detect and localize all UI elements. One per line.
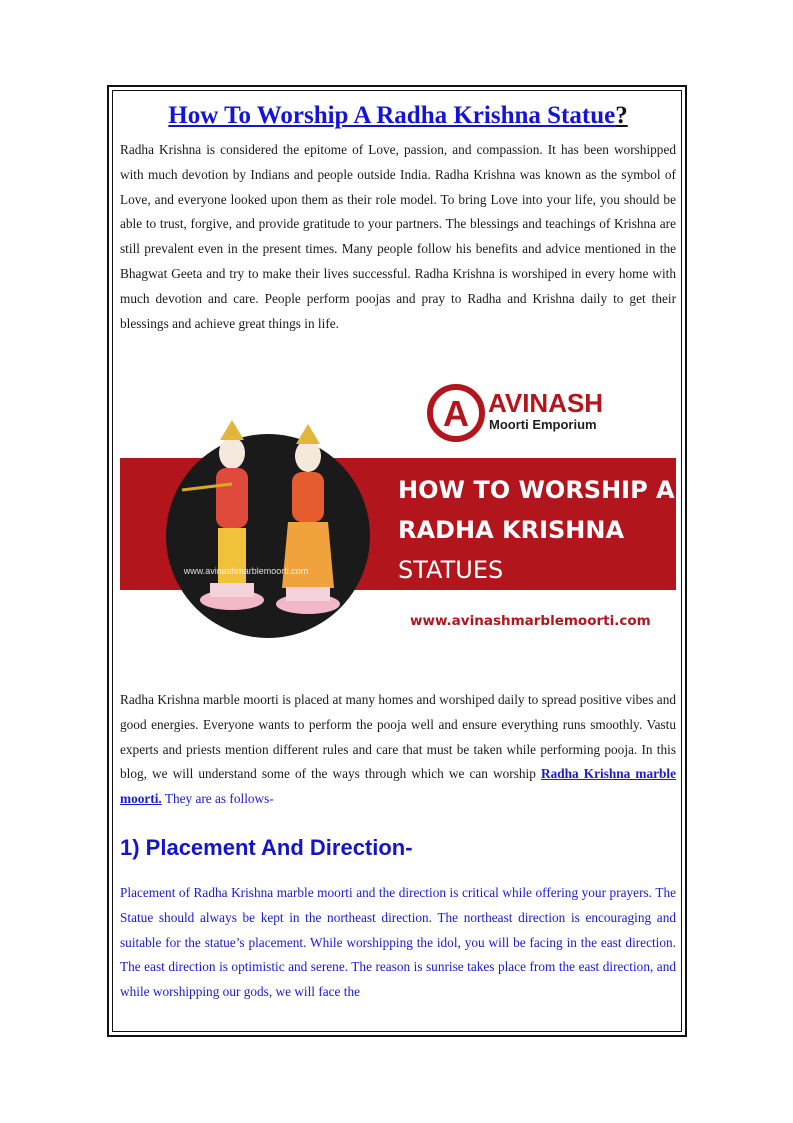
banner-headline-1: HOW TO WORSHIP A — [398, 476, 675, 504]
para2 — [120, 688, 676, 812]
para2-text: Radha Krishna marble moorti is placed at many homes and worshiped daily to spread positive vibes and good energies. Everyone wants to perform the pooja well and ensure everything runs smoothly. Vastu experts and priests mention different rules and care that must be taken while performing pooja. In this blog, we will understand some of the ways through which we can worship — [120, 692, 676, 782]
banner-headline-3: STATUES — [398, 556, 504, 584]
page-title-mark: ? — [615, 102, 628, 129]
statue-photo-circle — [166, 434, 370, 638]
logo-letter: A — [443, 393, 469, 434]
brand-name: AVINASH — [488, 388, 604, 418]
section1-heading: 1) Placement And Direction- — [120, 835, 413, 860]
radha-krishna-moorti-link[interactable]: Radha Krishna marble moorti. — [120, 766, 677, 807]
para2-tail: They are as follows- — [161, 791, 274, 807]
banner-website: www.avinashmarblemoorti.com — [410, 613, 651, 629]
statue-watermark: www.avinashmarblemoorti.com — [183, 566, 309, 576]
banner-headline-2: RADHA KRISHNA — [398, 516, 625, 544]
page-title-text: How To Worship A Radha Krishna Statue — [168, 102, 616, 129]
section1-paragraph: Placement of Radha Krishna marble moorti and the direction is critical while offering your prayers. The Statue should always be kept in the northeast direction. The northeast direction is encouraging and suitable for the statue’s placement. While worshipping the idol, you will be facing in the east direction. The east direction is optimistic and serene. The reason is sunrise takes place from the east direction, and while worshipping our gods, we will face the — [120, 885, 676, 1000]
page-title — [120, 102, 676, 130]
brand-sub: Moorti Emporium — [489, 417, 597, 432]
document-content — [120, 98, 677, 1000]
banner-image — [120, 378, 676, 663]
intro-paragraph: Radha Krishna is considered the epitome of Love, passion, and compassion. It has been worshipped with much devotion by Indians and people outside India. Radha Krishna was known as the symbol of Love, and everyone looked upon them as their role model. To bring Love into your life, you should be able to trust, forgive, and provide gratitude to your partners. The blessings and teachings of Krishna are still prevalent even in the present times. Many people follow his benefits and advice mentioned in the Bhagwat Geeta and try to make their lives successful. Radha Krishna is worshiped in every home with much devotion and care. People perform poojas and pray to Radha and Krishna daily to get their blessings and achieve great things in life. — [120, 142, 676, 331]
